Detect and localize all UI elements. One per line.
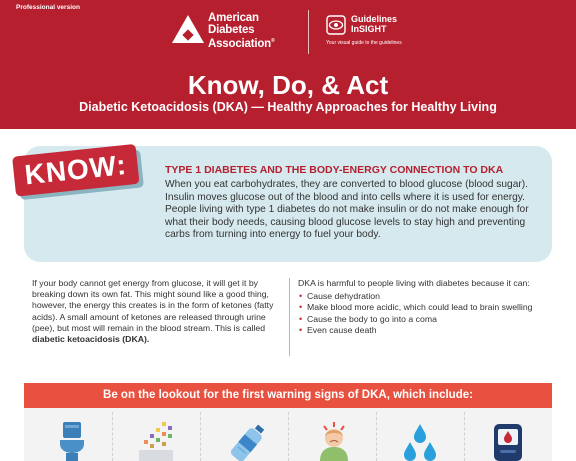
- urine-test-strips-icon: [136, 420, 176, 461]
- header-divider: [308, 10, 309, 54]
- ada-logo-line3-wrap: [208, 36, 274, 50]
- dka-harms-list: [298, 291, 558, 336]
- guidelines-insight-title: [351, 14, 397, 34]
- eye-icon: [326, 15, 346, 35]
- list-item: [298, 302, 558, 313]
- ada-logo: [172, 13, 296, 51]
- dka-explanation: [32, 278, 282, 345]
- dka-harms-intro: DKA is harmful to people living with diabetes because it can:: [298, 278, 530, 288]
- ada-logo-text: [208, 13, 274, 50]
- water-bottle-icon: [227, 420, 267, 461]
- column-divider: [289, 278, 290, 356]
- know-body: When you eat carbohydrates, they are converted to blood glucose (blood sugar). Insulin moves glucose out of the blood and into cells where it is used for energy. People living with type 1 diabetes do not make insulin or do not make enough for what their body needs, causing blood glucose levels to stay high and preventing carbs from turning into energy to fuel your body.: [165, 179, 529, 241]
- ada-logo-line1: American: [208, 12, 259, 24]
- icon-divider: [376, 412, 377, 461]
- dka-harms: [298, 278, 558, 336]
- bullet-icon: •: [299, 291, 303, 302]
- bullet-icon: •: [299, 302, 303, 313]
- header: [0, 0, 576, 129]
- sick-person-icon: [314, 420, 354, 461]
- ada-logo-line3: Association: [208, 37, 271, 50]
- dka-term: diabetic ketoacidosis (DKA).: [32, 334, 150, 345]
- edition-label: Professional version: [16, 4, 80, 11]
- bullet-icon: •: [299, 324, 303, 335]
- icon-divider: [112, 412, 113, 461]
- ada-logo-line2: Diabetes: [208, 23, 255, 36]
- dka-explanation-text: If your body cannot get energy from glucose, it will get it by breaking down its own fat. This might sound like a good thing, however, the energy this creates is in the form of ketones (fatty acids). A small amount of ketones are released through urine (pee), but most will remain in the blood stream. This is called: [32, 278, 274, 333]
- list-item: [298, 314, 558, 325]
- bullet-icon: •: [299, 313, 303, 324]
- ada-reg-mark: ®: [270, 38, 275, 44]
- icon-divider: [200, 412, 201, 461]
- know-badge-label: KNOW:: [12, 144, 140, 197]
- list-item-text: Cause dehydration: [307, 291, 380, 302]
- list-item: [298, 291, 558, 302]
- guidelines-line1: Guidelines: [351, 14, 398, 24]
- list-item-text: Cause the body to go into a coma: [307, 313, 437, 324]
- page-subtitle: Diabetic Ketoacidosis (DKA) — Healthy Approaches for Healthy Living: [79, 100, 497, 114]
- know-heading: TYPE 1 DIABETES AND THE BODY-ENERGY CONNECTION TO DKA: [165, 164, 504, 176]
- guidelines-tagline: Your visual guide to the guidelines: [326, 40, 402, 46]
- list-item-text: Even cause death: [307, 324, 377, 335]
- glucose-meter-icon: [488, 420, 528, 461]
- icon-divider: [288, 412, 289, 461]
- warning-signs-banner: Be on the lookout for the first warning signs of DKA, which include:: [24, 383, 552, 408]
- list-item-text: Make blood more acidic, which could lead to brain swelling: [307, 302, 533, 313]
- page-title: Know, Do, & Act: [187, 70, 389, 100]
- water-drops-icon: [400, 420, 440, 461]
- icon-divider: [464, 412, 465, 461]
- toilet-icon: [52, 420, 92, 461]
- guidelines-line2: InSIGHT: [351, 24, 387, 34]
- list-item: [298, 325, 558, 336]
- guidelines-insight-logo: [326, 14, 446, 52]
